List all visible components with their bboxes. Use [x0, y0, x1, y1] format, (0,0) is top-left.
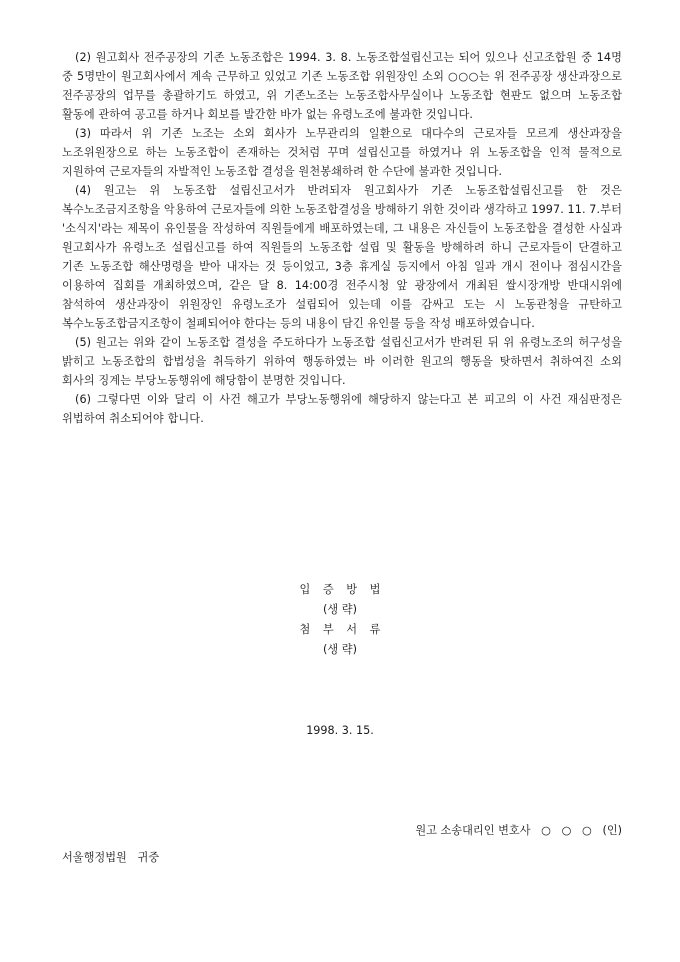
filing-date: 1998. 3. 15. — [306, 724, 374, 737]
paragraph-4: (4) 원고는 위 노동조합 설립신고서가 반려되자 원고회사가 기존 노동조합설립신고를 한 것은 복수노조금지조항을 악용하여 근로자들에 의한 노동조합결성을 방해하기 위한 것이라 생각하고 1997. 11. 7.부터 '소식지'라는 제목이 유인물을 작성하여 직원들에게 배포하였는데, 그 내용은 자신들이 노동조합을 결성한 사실과 원고회사가 유령노조 설립신고를 하여 직원들의 노동조합 설립 및 활동을 방해하려 하니 근로자들이 단결하고 기존 노동조합 해산명령을 받아 내자는 것 등이었고, 3층 휴게실 등지에서 아침 일과 개시 전이나 점심시간을 이용하여 집회를 개최하였으며, 같은 달 8. 14:00경 전주시청 앞 광장에서 개최된 쌀시장개방 반대시위에 참석하여 생산과장이 위원장인 유령노조가 설립되어 있는데 이를 감싸고 도는 시 노동관청을 규탄하고 복수노동조합금지조항이 철폐되어야 한다는 등의 내용이 담긴 유인물 등을 작성 배포하였습니다. — [62, 184, 622, 330]
attorney-signature: 원고 소송대리인 변호사 ○ ○ ○ (인) — [415, 824, 622, 837]
document-body — [62, 48, 622, 428]
paragraph-6: (6) 그렇다면 이와 달리 이 사건 해고가 부당노동행위에 해당하지 않는다고 본 피고의 이 사건 재심판정은 위법하여 취소되어야 합니다. — [62, 393, 622, 425]
evidence-section — [0, 580, 680, 660]
court-addressee: 서울행정법원 귀중 — [62, 851, 160, 864]
paragraph-3: (3) 따라서 위 기존 노조는 소외 회사가 노무관리의 일환으로 대다수의 근로자들 모르게 생산과장을 노조위원장으로 하는 노동조합이 존재하는 것처럼 꾸며 설립신고를 하였거나 위 노동조합을 인적 물적으로 지원하여 근로자들의 자발적인 노동조합 결성을 원천봉쇄하려 한 수단에 불과한 것입니다. — [62, 127, 622, 178]
attachments-note: (생 략) — [323, 643, 357, 656]
evidence-note: (생 략) — [323, 603, 357, 616]
attachments-heading: 첨 부 서 류 — [299, 623, 381, 636]
evidence-heading: 입 증 방 법 — [299, 583, 381, 596]
paragraph-2: (2) 원고회사 전주공장의 기존 노동조합은 1994. 3. 8. 노동조합설립신고는 되어 있으나 신고조합원 중 14명 중 5명만이 원고회사에서 계속 근무하고 있었고 기존 노동조합 위원장인 소외 ○○○는 위 전주공장 생산과장으로 전주공장의 업무를 총괄하기도 하였고, 위 기존노조는 노동조합사무실이나 노동조합 현판도 없으며 노동조합 활동에 관하여 공고를 하거나 회보를 발간한 바가 없는 유령노조에 불과한 것입니다. — [62, 51, 622, 121]
paragraph-5: (5) 원고는 위와 같이 노동조합 결성을 주도하다가 노동조합 설립신고서가 반려된 뒤 위 유령노조의 허구성을 밝히고 노동조합의 합법성을 취득하기 위하여 행동하였는 바 이러한 원고의 행동을 탓하면서 취하여진 소외 회사의 징계는 부당노동행위에 해당함이 분명한 것입니다. — [62, 336, 622, 387]
